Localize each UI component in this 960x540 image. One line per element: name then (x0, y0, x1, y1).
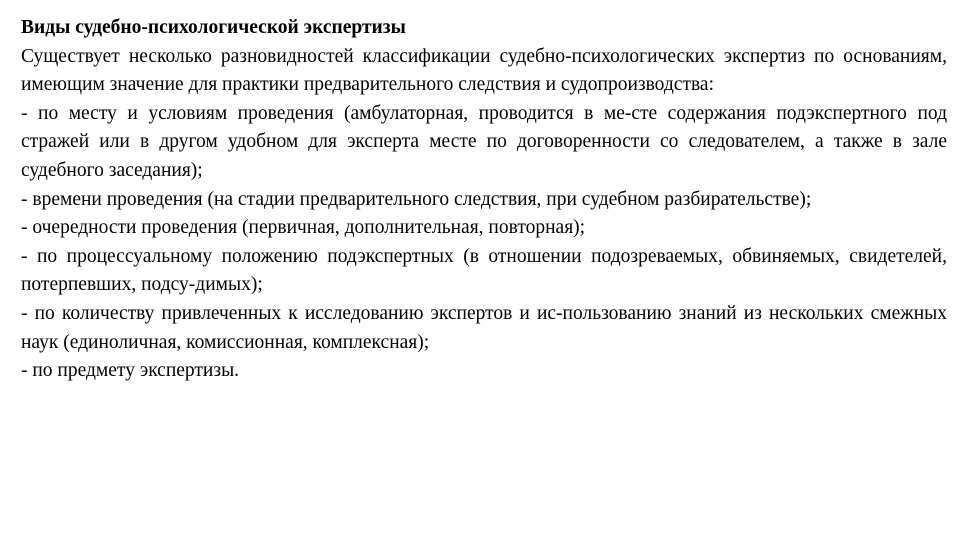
list-item-expert-count: - по количеству привлеченных к исследованию экспертов и ис-пользованию знаний из нескольких смежных наук (единоличная, комиссионная, комплексная); (21, 302, 947, 353)
list-item-subject: - по предмету экспертизы. (21, 360, 240, 382)
list-item-procedural-position: - по процессуальному положению подэкспертных (в отношении подозреваемых, обвиняемых, свидетелей, потерпевших, подсу-димых); (21, 245, 947, 296)
list-item-time: - времени проведения (на стадии предварительного следствия, при судебном разбирательстве); (21, 188, 812, 210)
intro-paragraph: Существует несколько разновидностей классификации судебно-психологических экспертиз по основаниям, имеющим значение для практики предварительного следствия и судопроизводства: (21, 45, 947, 96)
slide-title: Виды судебно-психологической экспертизы (21, 17, 406, 38)
list-item-place-conditions: - по месту и условиям проведения (амбулаторная, проводится в ме-сте содержания подэкспертного под стражей или в другом удобном для эксперта месте по договоренности со следователем, а также в зале судебного заседания); (21, 102, 947, 181)
list-item-order: - очередности проведения (первичная, дополнительная, повторная); (21, 217, 586, 239)
slide-content (21, 14, 947, 386)
